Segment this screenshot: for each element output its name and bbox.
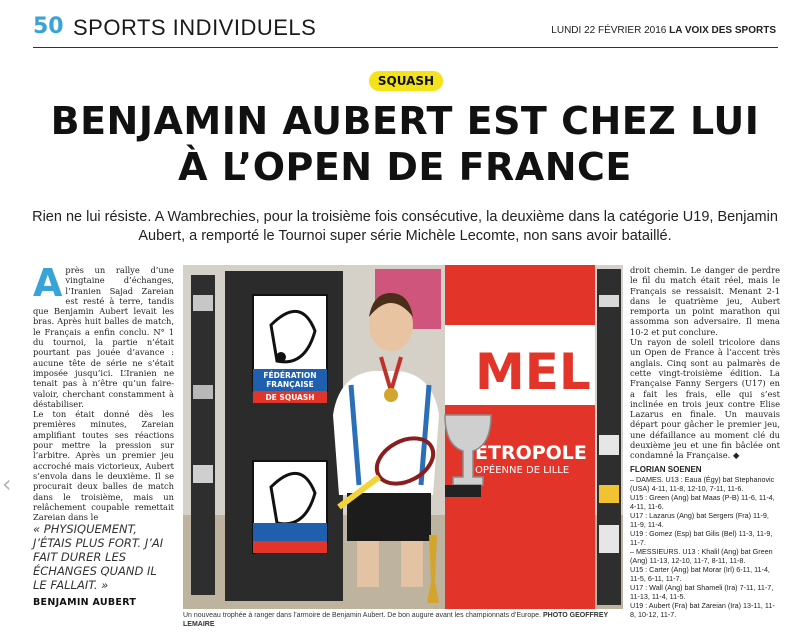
headline-line-2: À L’OPEN DE FRANCE (178, 145, 632, 189)
results-box (630, 465, 780, 619)
lede: Rien ne lui résiste. A Wambrechies, pour la troisième fois consécutive, la deuxième dans la catégorie U19, Benjamin Aubert, a remporté le Tournoi super série Michèle Lecomte, non sans avoir bataillé. (32, 209, 778, 244)
result-line: – DAMES. U13 : Eaua (Égy) bat Stephanovic (USA) 4-11, 11-8, 12-10, 7-11, 11-6. (630, 475, 775, 493)
page-header (0, 0, 810, 52)
byline: FLORIAN SOENEN (630, 465, 702, 474)
result-line: U17 : Lazarus (Ang) bat Sergers (Fra) 11-9, 11-9, 11-4. (630, 511, 769, 529)
left-chevron-icon[interactable]: ‹ (2, 470, 12, 498)
photo-credit: PHOTO GEOFFREY LEMAIRE (183, 612, 609, 628)
publication-name: LA VOIX DES SPORTS (669, 25, 776, 36)
right-paragraph-2: Un rayon de soleil tricolore dans un Open de France à l’accent très anglais. Cinq sont au palmarès de cette vingt-troisième édition. La Française Fanny Sergers (U17) en a fait les frais, elle qui s’est inclinée en trois jeux contre Elise Lazarus en finale. Un mauvais départ pour gâcher le premier jeu, une défaillance au moment clé du deuxième jeu et une fin bâclée ont condamné la Française. ◆ (630, 337, 780, 461)
left-column (33, 261, 174, 523)
caption-text: Un nouveau trophée à ranger dans l’armoire de Benjamin Aubert. De bon augure avant les championnats d’Europe. (183, 612, 542, 619)
category-tag: SQUASH (369, 71, 443, 91)
result-line: U19 : Aubert (Fra) bat Zareian (Ira) 13-11, 11-8, 10-12, 11-7. (630, 601, 775, 619)
banner-left-text-2: FRANÇAISE (266, 380, 314, 389)
left-paragraph-2: Le ton était donné dès les premières minutes, Zareian amplifiant toutes ses réactions pour mettre la pression sur l’arbitre. Après un premier jeu accroché mais victorieux, Aubert s’envola dans le deuxième. Il se procurait deux balles de match dans le troisième, mais un relâchement coupable remettait Zareian dans le (33, 409, 174, 523)
quote-author: BENJAMIN AUBERT (33, 597, 137, 608)
header-rule (33, 47, 778, 48)
header-date-line (551, 25, 776, 36)
pull-quote: « PHYSIQUEMENT, J’ÉTAIS PLUS FORT. J’AI FAIT DURER LES ÉCHANGES QUAND IL LE FALLAIT. » (33, 522, 164, 592)
left-paragraph-1: près un rallye d’une vingtaine d’échanges, l’Iranien Sajad Zareian est resté à terre, tandis que Benjamin Aubert levait les bras. Après huit balles de match, le Français a enfin conclu. N° 1 du tournoi, la partie n’était pourtant pas jouée d’avance : aucune tête de série ne s’était imposée jusqu’ici. L’Iranien ne tenait pas à n’être qu’un faire-valoir, cherchant constamment à déstabiliser. (33, 265, 174, 409)
banner-right-text-2: ÉTROPOLE (475, 442, 587, 464)
result-line: – MESSIEURS. U13 : Khalil (Ang) bat Green (Ang) 11-13, 12-10, 11-7, 8-11, 11-8. (630, 547, 773, 565)
headline-line-1: BENJAMIN AUBERT EST CHEZ LUI (50, 99, 760, 143)
headline (20, 98, 790, 190)
drop-cap: A (33, 261, 63, 305)
section-title: SPORTS INDIVIDUELS (73, 15, 317, 40)
right-column (630, 265, 780, 461)
photo-illustration (183, 265, 623, 609)
banner-right-text-3: OPÉENNE DE LILLE (475, 465, 570, 476)
banner-right-text-1: MEL (475, 343, 591, 401)
result-line: U17 : Wall (Ang) bat Shameli (Ira) 7-11, 11-7, 11-13, 11-4, 11-5. (630, 583, 774, 601)
banner-left-text-3: DE SQUASH (265, 393, 315, 402)
result-line: U15 : Green (Ang) bat Maas (P-B) 11-6, 11-4, 4-11, 11-6. (630, 493, 775, 511)
banner-left-text-1: FÉDÉRATION (263, 371, 317, 380)
issue-date: LUNDI 22 FÉVRIER 2016 (551, 25, 667, 36)
page-number: 50 (33, 14, 64, 39)
right-paragraph-1: droit chemin. Le danger de perdre le fil du match était réel, mais le Français se ressaisit. Menant 2-1 dans le quatrième jeu, Aubert remporta un point marathon qui assomma son adversaire. Il mena 10-2 et put conclure. (630, 265, 780, 337)
result-line: U19 : Gomez (Esp) bat Gilis (Bel) 11-3, 11-9, 11-7. (630, 529, 773, 547)
article-photo (183, 265, 623, 609)
result-line: U15 : Carter (Ang) bat Morar (Irl) 6-11, 11-4, 11-5, 6-11, 11-7. (630, 565, 770, 583)
photo-caption (183, 611, 623, 629)
